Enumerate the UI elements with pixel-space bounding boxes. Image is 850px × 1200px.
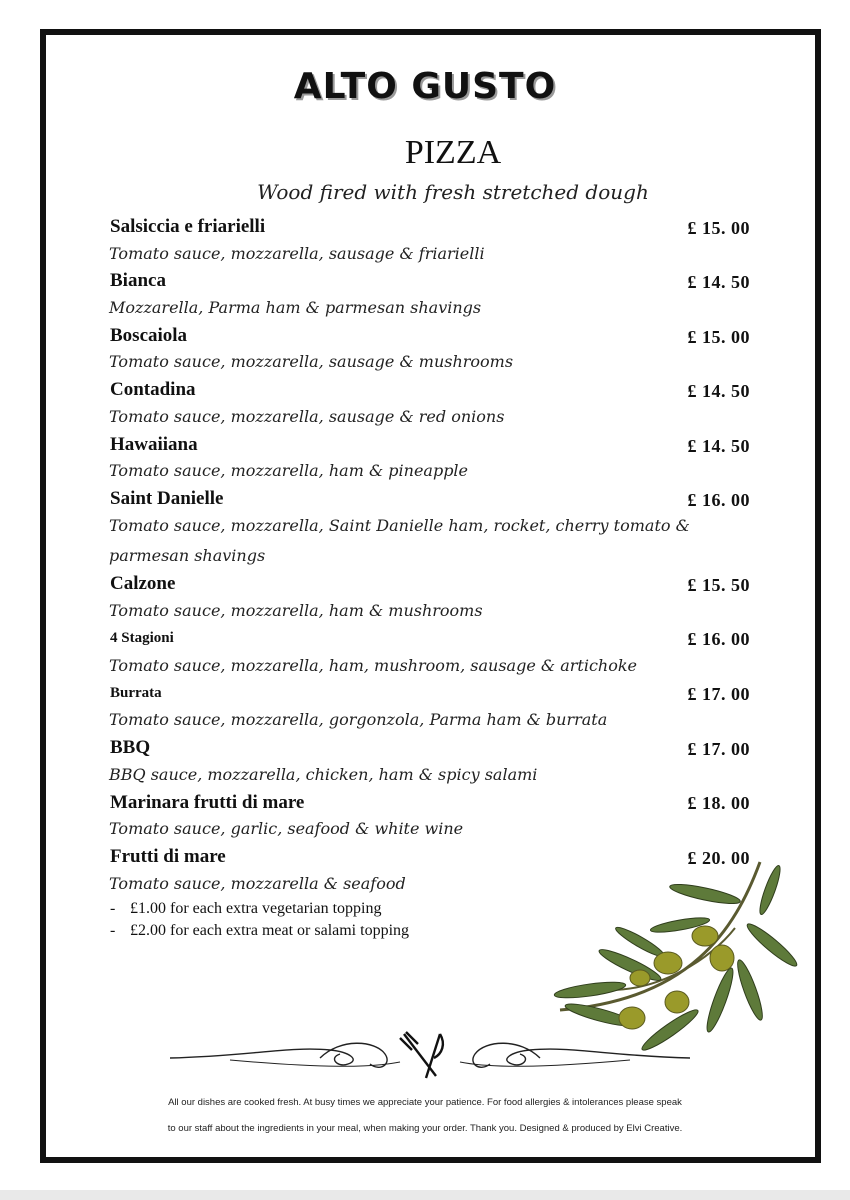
item-name: Contadina xyxy=(110,379,196,400)
list-dash: - xyxy=(110,900,116,917)
item-name: Saint Danielle xyxy=(110,488,224,509)
item-description: Tomato sauce, mozzarella & seafood xyxy=(109,874,406,893)
extra-text: £1.00 for each extra vegetarian topping xyxy=(130,900,382,917)
item-description: Tomato sauce, mozzarella, ham & mushrooms xyxy=(109,601,483,620)
item-price: £ 18. 00 xyxy=(687,793,750,813)
extra-topping-note xyxy=(110,900,381,918)
item-name: Salsiccia e friarielli xyxy=(110,216,266,237)
list-dash: - xyxy=(110,922,116,939)
item-price: £ 14. 50 xyxy=(687,381,750,401)
extra-topping-note xyxy=(110,922,409,940)
item-price: £ 15. 00 xyxy=(687,327,750,347)
footer-note: All our dishes are cooked fresh. At busy times we appreciate your patience. For food allergies & intolerances please speak xyxy=(168,1097,682,1108)
section-title: PIZZA xyxy=(404,134,502,171)
restaurant-name: ALTO GUSTO xyxy=(293,66,557,107)
item-name: Burrata xyxy=(110,685,162,701)
item-name: BBQ xyxy=(110,737,151,758)
item-description: Tomato sauce, mozzarella, gorgonzola, Parma ham & burrata xyxy=(109,710,608,729)
item-description: Tomato sauce, mozzarella, sausage & mushrooms xyxy=(109,352,514,371)
extra-text: £2.00 for each extra meat or salami topping xyxy=(130,922,410,939)
item-name: Boscaiola xyxy=(110,325,188,346)
fork-knife-flourish-icon xyxy=(170,1028,690,1084)
item-price: £ 17. 00 xyxy=(687,684,750,704)
item-description: Tomato sauce, garlic, seafood & white wine xyxy=(109,819,464,838)
item-name: Frutti di mare xyxy=(110,846,226,867)
section-subtitle: Wood fired with fresh stretched dough xyxy=(257,180,649,204)
item-description: Mozzarella, Parma ham & parmesan shavings xyxy=(109,298,482,317)
item-price: £ 20. 00 xyxy=(687,848,750,868)
item-description: Tomato sauce, mozzarella, ham, mushroom, sausage & artichoke xyxy=(109,656,638,675)
item-name: 4 Stagioni xyxy=(110,630,174,646)
item-description: Tomato sauce, mozzarella, Saint Danielle ham, rocket, cherry tomato & parmesan shavings xyxy=(109,516,690,565)
item-price: £ 15. 50 xyxy=(687,575,750,595)
item-price: £ 14. 50 xyxy=(687,436,750,456)
item-name: Calzone xyxy=(110,573,176,594)
item-description: BBQ sauce, mozzarella, chicken, ham & spicy salami xyxy=(109,765,538,784)
item-description: Tomato sauce, mozzarella, sausage & red onions xyxy=(109,407,505,426)
footer-note: to our staff about the ingredients in your meal, when making your order. Thank you. Designed & produced by Elvi Creative. xyxy=(167,1123,683,1134)
item-price: £ 16. 00 xyxy=(687,490,750,510)
item-price: £ 15. 00 xyxy=(687,218,750,238)
item-name: Marinara frutti di mare xyxy=(110,792,305,813)
item-description: Tomato sauce, mozzarella, ham & pineapple xyxy=(109,461,469,480)
item-price: £ 17. 00 xyxy=(687,739,750,759)
item-price: £ 14. 50 xyxy=(687,272,750,292)
item-name: Hawaiiana xyxy=(110,434,198,455)
item-description: Tomato sauce, mozzarella, sausage & friarielli xyxy=(109,244,485,263)
item-price: £ 16. 00 xyxy=(687,629,750,649)
item-name: Bianca xyxy=(110,270,166,291)
